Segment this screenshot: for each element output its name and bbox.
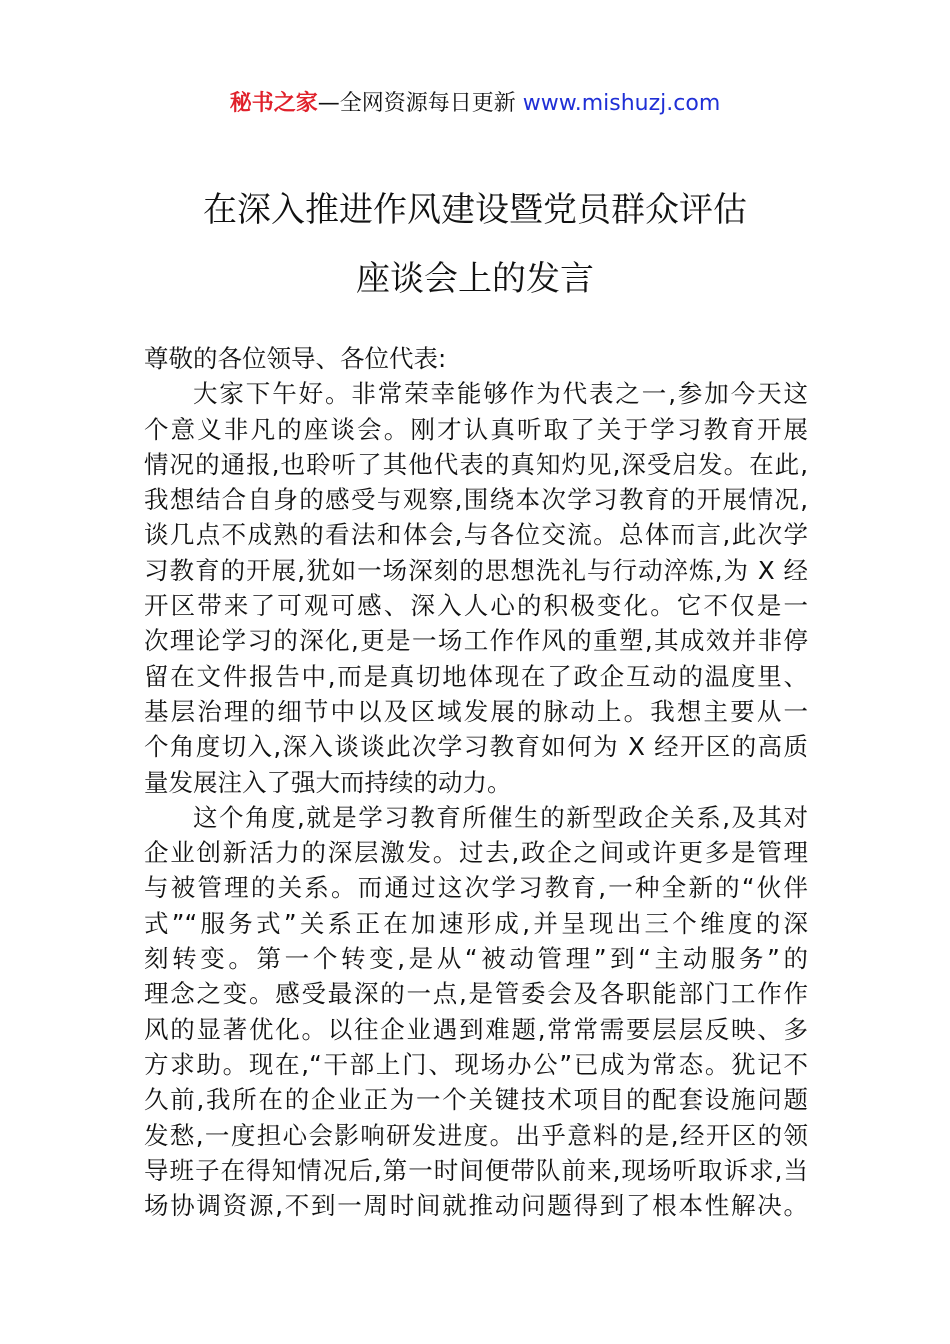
body-line: 基层治理的细节中以及区域发展的脉动上。我想主要从一 xyxy=(144,696,808,726)
body-line: 留在文件报告中,而是真切地体现在了政企互动的温度里、 xyxy=(144,661,808,691)
site-header xyxy=(0,88,950,120)
body-line: 式”“服务式”关系正在加速形成,并呈现出三个维度的深 xyxy=(144,908,808,938)
body-line: 个意义非凡的座谈会。刚才认真听取了关于学习教育开展 xyxy=(144,414,808,444)
body-line: 次理论学习的深化,更是一场工作作风的重塑,其成效并非停 xyxy=(144,626,808,656)
body-line: 场协调资源,不到一周时间就推动问题得到了根本性解决。 xyxy=(144,1191,808,1221)
body-line: 方求助。现在,“干部上门、现场办公”已成为常态。犹记不 xyxy=(144,1049,808,1079)
body-line: 开区带来了可观可感、深入人心的积极变化。它不仅是一 xyxy=(144,591,808,621)
body-line: 大家下午好。非常荣幸能够作为代表之一,参加今天这 xyxy=(193,379,808,409)
salutation: 尊敬的各位领导、各位代表: xyxy=(144,344,447,373)
brand-name: 秘书之家 xyxy=(229,91,318,116)
body-line: 与被管理的关系。而通过这次学习教育,一种全新的“伙伴 xyxy=(144,873,808,903)
body-line: 习教育的开展,犹如一场深刻的思想洗礼与行动淬炼,为 X 经 xyxy=(144,555,808,585)
body-line: 导班子在得知情况后,第一时间便带队前来,现场听取诉求,当 xyxy=(144,1155,808,1185)
body-line: 久前,我所在的企业正为一个关键技术项目的配套设施问题 xyxy=(144,1085,808,1115)
body-line: 个角度切入,深入谈谈此次学习教育如何为 X 经开区的高质 xyxy=(144,732,808,762)
document-title-line-1: 在深入推进作风建设暨党员群众评估 xyxy=(203,190,747,230)
body-line: 发愁,一度担心会影响研发进度。出乎意料的是,经开区的领 xyxy=(144,1120,808,1150)
document-body xyxy=(144,341,808,1223)
body-line: 风的显著优化。以往企业遇到难题,常常需要层层反映、多 xyxy=(144,1014,808,1044)
body-line: 理念之变。感受最深的一点,是管委会及各职能部门工作作 xyxy=(144,979,808,1009)
body-line: 情况的通报,也聆听了其他代表的真知灼见,深受启发。在此, xyxy=(144,449,808,479)
body-line: 企业创新活力的深层激发。过去,政企之间或许更多是管理 xyxy=(144,838,808,868)
header-tagline: —全网资源每日更新 xyxy=(317,91,523,116)
body-line: 刻转变。第一个转变,是从“被动管理”到“主动服务”的 xyxy=(144,944,808,974)
site-url-link[interactable]: www.mishuzj.com xyxy=(522,91,721,116)
document-title-line-2: 座谈会上的发言 xyxy=(356,259,594,299)
body-line: 我想结合自身的感受与观察,围绕本次学习教育的开展情况, xyxy=(144,485,808,515)
body-line: 这个角度,就是学习教育所催生的新型政企关系,及其对 xyxy=(193,802,808,832)
body-line: 谈几点不成熟的看法和体会,与各位交流。总体而言,此次学 xyxy=(144,520,808,550)
body-line: 量发展注入了强大而持续的动力。 xyxy=(144,767,512,797)
